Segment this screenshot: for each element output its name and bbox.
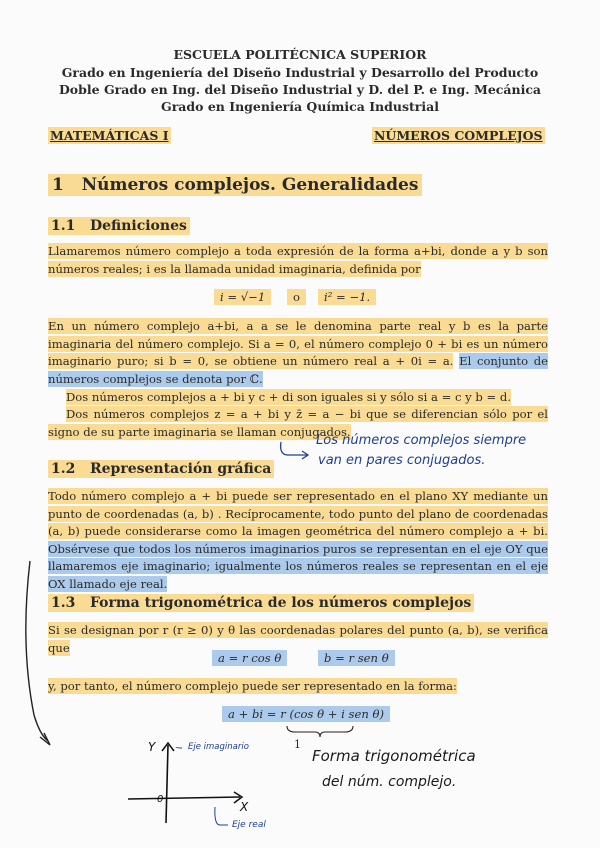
y-axis-note: Eje imaginario xyxy=(188,742,249,752)
conjugate-text: Dos números complejos z = a + bi y z̄ = a − bi que se diferencian sólo por el signo de su parte imaginaria se llaman conjugados. xyxy=(48,407,548,439)
x-axis-label: X xyxy=(240,800,249,814)
section-title: Números complejos. Generalidades xyxy=(81,175,419,195)
real-imag-paragraph xyxy=(48,318,548,388)
sin-eq: b = r sen θ xyxy=(318,650,395,666)
school-name: ESCUELA POLITÉCNICA SUPERIOR xyxy=(173,47,427,62)
eq-or: o xyxy=(287,289,306,305)
subsection-1-1-heading xyxy=(48,217,190,235)
subsection-number: 1.3 xyxy=(51,595,76,611)
course-tag: MATEMÁTICAS I xyxy=(50,128,169,143)
representation-paragraph xyxy=(48,488,548,593)
origin-label: 0 xyxy=(157,794,164,805)
representation-text: Todo número complejo a + bi puede ser representado en el plano XY mediante un punto de coordenadas (a, b) . Recíprocamente, todo punto del plano de coordenadas (a, b) puede considerarse como la imagen geométrica del número complejo a + bi. xyxy=(48,489,548,538)
i-squared-eq: i² = −1. xyxy=(318,289,376,305)
subsection-title: Definiciones xyxy=(89,218,187,234)
underbrace-icon xyxy=(285,724,355,738)
subsection-1-2-heading xyxy=(48,460,274,478)
y-axis-label: Y xyxy=(148,740,156,754)
section-1-heading xyxy=(48,174,422,196)
degree-line-3: Grado en Ingeniería Química Industrial xyxy=(161,99,439,114)
form-text: y, por tanto, el número complejo puede ser representado en la forma: xyxy=(48,679,457,693)
definition-text: Llamaremos número complejo a toda expresión de la forma a+bi, donde a y b son números reales; i es la llamada unidad imaginaria, definida por xyxy=(48,244,548,276)
conjugate-note-1: Los números complejos siempre xyxy=(316,433,527,448)
degree-line-1: Grado en Ingeniería del Diseño Industrial y Desarrollo del Producto xyxy=(61,65,539,80)
subsection-number: 1.1 xyxy=(51,218,76,234)
axes-text: Obsérvese que todos los números imaginarios puros se representan en el eje OY que llamaremos eje imaginario; igualmente los números reales se representan en el eje OX llamado eje real. xyxy=(48,541,548,591)
subsection-title: Forma trigonométrica de los números complejos xyxy=(89,595,472,611)
trig-note-1: Forma trigonométrica xyxy=(312,747,476,765)
subsection-title: Representación gráfica xyxy=(89,461,272,477)
footnote-mark: 1 xyxy=(294,738,301,751)
equality-text: Dos números complejos a + bi y c + di son iguales si y sólo si a = c y b = d. xyxy=(66,390,512,404)
section-number: 1 xyxy=(52,175,64,195)
subsection-number: 1.2 xyxy=(51,461,76,477)
polar-text: Si se designan por r (r ≥ 0) y θ las coordenadas polares del punto (a, b), se verifica que xyxy=(48,623,548,655)
real-imag-text: En un número complejo a+bi, a a se le denomina parte real y b es la parte imaginaria del número complejo. Si a = 0, el número complejo 0 + bi es un número imaginario puro; si b = 0, se obtiene un número real a + 0i = a. xyxy=(48,319,548,368)
y-axis-line xyxy=(166,745,168,823)
trig-note-2: del núm. complejo. xyxy=(322,774,457,790)
trig-form-eq: a + bi = r (cos θ + i sen θ) xyxy=(222,706,390,722)
subsection-1-3-heading xyxy=(48,594,474,612)
complex-set-text: El conjunto de números complejos se denota por ℂ. xyxy=(48,354,549,386)
topic-tag: NÚMEROS COMPLEJOS xyxy=(374,128,543,143)
x-axis-note: Eje real xyxy=(232,820,266,830)
equality-paragraph xyxy=(48,389,548,407)
polar-paragraph xyxy=(48,622,548,657)
form-paragraph xyxy=(48,678,548,696)
definition-paragraph xyxy=(48,243,548,278)
unit-imaginary-eq: i = √−1 xyxy=(214,289,271,305)
note-arrow-icon xyxy=(275,440,315,462)
degree-line-2: Doble Grado en Ing. del Diseño Industrial y D. del P. e Ing. Mecánica xyxy=(58,82,542,97)
x-axis-line xyxy=(128,797,240,799)
conjugate-note-2: van en pares conjugados. xyxy=(318,453,486,468)
cos-eq: a = r cos θ xyxy=(212,650,287,666)
